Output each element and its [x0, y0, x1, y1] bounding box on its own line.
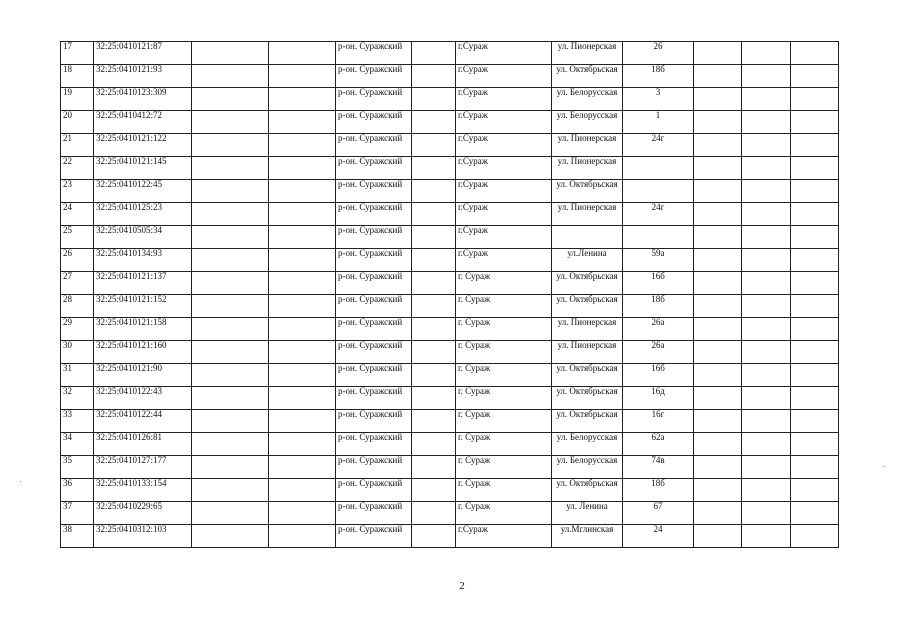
row-number: 38 [61, 525, 94, 548]
house-number-cell [623, 226, 694, 249]
city-cell: г.Сураж [456, 249, 552, 272]
empty-cell [412, 42, 456, 65]
district-cell: р-он. Суражский [336, 387, 412, 410]
cadastral-number: 32:25:0410121:87 [94, 42, 192, 65]
empty-cell [269, 410, 336, 433]
house-number-cell: 24г [623, 203, 694, 226]
empty-cell [694, 387, 742, 410]
row-number: 32 [61, 387, 94, 410]
empty-cell [412, 134, 456, 157]
cadastral-number: 32:25:0410121:158 [94, 318, 192, 341]
empty-cell [269, 502, 336, 525]
empty-cell [742, 226, 791, 249]
street-cell: ул. Пионерская [552, 341, 623, 364]
house-number-cell: 62а [623, 433, 694, 456]
empty-cell [791, 203, 839, 226]
empty-cell [269, 525, 336, 548]
empty-cell [742, 364, 791, 387]
row-number: 20 [61, 111, 94, 134]
house-number-cell: 18б [623, 295, 694, 318]
city-cell: г.Сураж [456, 134, 552, 157]
empty-cell [412, 433, 456, 456]
empty-cell [412, 203, 456, 226]
empty-cell [791, 502, 839, 525]
street-cell: ул. Октябрьская [552, 387, 623, 410]
district-cell: р-он. Суражский [336, 157, 412, 180]
street-cell: ул. Октябрьская [552, 410, 623, 433]
empty-cell [269, 180, 336, 203]
empty-cell [412, 88, 456, 111]
empty-cell [742, 203, 791, 226]
city-cell: г. Сураж [456, 433, 552, 456]
row-number: 29 [61, 318, 94, 341]
district-cell: р-он. Суражский [336, 456, 412, 479]
house-number-cell: 24 [623, 525, 694, 548]
empty-cell [192, 364, 269, 387]
cadastral-number: 32:25:0410133:154 [94, 479, 192, 502]
table-row [61, 157, 839, 180]
street-cell: ул.Ленина [552, 249, 623, 272]
table-row [61, 88, 839, 111]
district-cell: р-он. Суражский [336, 364, 412, 387]
table-row [61, 433, 839, 456]
cadastral-number: 32:25:0410122:45 [94, 180, 192, 203]
street-cell: ул. Белорусская [552, 111, 623, 134]
house-number-cell: 18б [623, 65, 694, 88]
table-row [61, 180, 839, 203]
house-number-cell [623, 180, 694, 203]
cadastral-number: 32:25:0410125:23 [94, 203, 192, 226]
district-cell: р-он. Суражский [336, 410, 412, 433]
empty-cell [192, 88, 269, 111]
empty-cell [694, 65, 742, 88]
street-cell: ул. Белорусская [552, 456, 623, 479]
row-number: 27 [61, 272, 94, 295]
district-cell: р-он. Суражский [336, 203, 412, 226]
table-row [61, 387, 839, 410]
house-number-cell: 18б [623, 479, 694, 502]
table-row [61, 295, 839, 318]
house-number-cell [623, 157, 694, 180]
empty-cell [742, 180, 791, 203]
district-cell: р-он. Суражский [336, 226, 412, 249]
empty-cell [694, 180, 742, 203]
table-row [61, 502, 839, 525]
empty-cell [694, 88, 742, 111]
cadastral-number: 32:25:0410122:44 [94, 410, 192, 433]
empty-cell [694, 318, 742, 341]
empty-cell [694, 502, 742, 525]
cadastral-number: 32:25:0410121:137 [94, 272, 192, 295]
empty-cell [192, 387, 269, 410]
empty-cell [192, 65, 269, 88]
empty-cell [791, 65, 839, 88]
empty-cell [742, 249, 791, 272]
empty-cell [694, 295, 742, 318]
district-cell: р-он. Суражский [336, 525, 412, 548]
empty-cell [791, 88, 839, 111]
district-cell: р-он. Суражский [336, 502, 412, 525]
cadastral-number: 32:25:0410505:34 [94, 226, 192, 249]
city-cell: г.Сураж [456, 180, 552, 203]
empty-cell [694, 456, 742, 479]
city-cell: г.Сураж [456, 203, 552, 226]
row-number: 28 [61, 295, 94, 318]
row-number: 22 [61, 157, 94, 180]
street-cell: ул. Октябрьская [552, 364, 623, 387]
empty-cell [269, 111, 336, 134]
empty-cell [192, 502, 269, 525]
street-cell: ул. Белорусская [552, 433, 623, 456]
empty-cell [412, 364, 456, 387]
empty-cell [742, 295, 791, 318]
cadastral-number: 32:25:0410134:93 [94, 249, 192, 272]
cadastral-number: 32:25:0410121:93 [94, 65, 192, 88]
empty-cell [269, 364, 336, 387]
empty-cell [412, 111, 456, 134]
empty-cell [694, 479, 742, 502]
cadastral-number: 32:25:0410121:152 [94, 295, 192, 318]
empty-cell [694, 525, 742, 548]
city-cell: г.Сураж [456, 65, 552, 88]
district-cell: р-он. Суражский [336, 249, 412, 272]
table-row [61, 525, 839, 548]
street-cell: ул. Белорусская [552, 88, 623, 111]
empty-cell [192, 203, 269, 226]
empty-cell [192, 249, 269, 272]
property-table [60, 41, 839, 548]
empty-cell [694, 364, 742, 387]
city-cell: г.Сураж [456, 42, 552, 65]
empty-cell [742, 88, 791, 111]
row-number: 23 [61, 180, 94, 203]
district-cell: р-он. Суражский [336, 88, 412, 111]
empty-cell [412, 318, 456, 341]
street-cell: ул. Октябрьская [552, 479, 623, 502]
empty-cell [742, 410, 791, 433]
empty-cell [791, 272, 839, 295]
table-row [61, 364, 839, 387]
row-number: 33 [61, 410, 94, 433]
row-number: 31 [61, 364, 94, 387]
empty-cell [269, 203, 336, 226]
empty-cell [192, 295, 269, 318]
empty-cell [742, 341, 791, 364]
cadastral-number: 32:25:0410123:309 [94, 88, 192, 111]
empty-cell [694, 249, 742, 272]
empty-cell [694, 341, 742, 364]
house-number-cell: 74в [623, 456, 694, 479]
cadastral-number: 32:25:0410127:177 [94, 456, 192, 479]
house-number-cell: 26 [623, 42, 694, 65]
empty-cell [269, 272, 336, 295]
row-number: 26 [61, 249, 94, 272]
empty-cell [192, 157, 269, 180]
row-number: 17 [61, 42, 94, 65]
house-number-cell: 26а [623, 318, 694, 341]
street-cell: ул. Пионерская [552, 318, 623, 341]
empty-cell [742, 134, 791, 157]
empty-cell [742, 479, 791, 502]
table-row [61, 42, 839, 65]
empty-cell [269, 65, 336, 88]
empty-cell [791, 42, 839, 65]
street-cell: ул. Октябрьская [552, 272, 623, 295]
city-cell: г.Сураж [456, 111, 552, 134]
empty-cell [791, 111, 839, 134]
empty-cell [742, 433, 791, 456]
empty-cell [269, 456, 336, 479]
empty-cell [412, 525, 456, 548]
row-number: 25 [61, 226, 94, 249]
row-number: 24 [61, 203, 94, 226]
cadastral-number: 32:25:0410122:43 [94, 387, 192, 410]
empty-cell [694, 272, 742, 295]
street-cell: ул. Ленина [552, 502, 623, 525]
empty-cell [269, 341, 336, 364]
empty-cell [694, 226, 742, 249]
page-number: 2 [459, 580, 465, 592]
empty-cell [791, 180, 839, 203]
empty-cell [742, 456, 791, 479]
empty-cell [269, 42, 336, 65]
empty-cell [412, 272, 456, 295]
table-row [61, 249, 839, 272]
row-number: 36 [61, 479, 94, 502]
empty-cell [269, 249, 336, 272]
empty-cell [269, 479, 336, 502]
empty-cell [192, 318, 269, 341]
empty-cell [742, 387, 791, 410]
empty-cell [412, 502, 456, 525]
empty-cell [791, 341, 839, 364]
house-number-cell: 1 [623, 111, 694, 134]
district-cell: р-он. Суражский [336, 318, 412, 341]
empty-cell [694, 433, 742, 456]
district-cell: р-он. Суражский [336, 272, 412, 295]
row-number: 19 [61, 88, 94, 111]
empty-cell [269, 318, 336, 341]
empty-cell [412, 249, 456, 272]
city-cell: г. Сураж [456, 387, 552, 410]
empty-cell [791, 479, 839, 502]
district-cell: р-он. Суражский [336, 295, 412, 318]
district-cell: р-он. Суражский [336, 111, 412, 134]
house-number-cell: 16д [623, 387, 694, 410]
row-number: 37 [61, 502, 94, 525]
table-row [61, 272, 839, 295]
house-number-cell: 3 [623, 88, 694, 111]
empty-cell [412, 226, 456, 249]
cadastral-number: 32:25:0410121:145 [94, 157, 192, 180]
city-cell: г. Сураж [456, 456, 552, 479]
empty-cell [412, 456, 456, 479]
city-cell: г. Сураж [456, 295, 552, 318]
empty-cell [694, 111, 742, 134]
empty-cell [192, 456, 269, 479]
empty-cell [791, 134, 839, 157]
empty-cell [192, 341, 269, 364]
table-row [61, 341, 839, 364]
empty-cell [742, 272, 791, 295]
empty-cell [791, 364, 839, 387]
house-number-cell: 59а [623, 249, 694, 272]
empty-cell [694, 134, 742, 157]
empty-cell [192, 525, 269, 548]
empty-cell [791, 318, 839, 341]
empty-cell [742, 111, 791, 134]
empty-cell [269, 295, 336, 318]
empty-cell [791, 456, 839, 479]
district-cell: р-он. Суражский [336, 433, 412, 456]
empty-cell [192, 111, 269, 134]
empty-cell [412, 387, 456, 410]
street-cell: ул. Пионерская [552, 203, 623, 226]
empty-cell [192, 410, 269, 433]
empty-cell [742, 525, 791, 548]
empty-cell [791, 157, 839, 180]
cadastral-number: 32:25:0410121:160 [94, 341, 192, 364]
empty-cell [269, 433, 336, 456]
cadastral-number: 32:25:0410121:90 [94, 364, 192, 387]
city-cell: г. Сураж [456, 502, 552, 525]
empty-cell [192, 272, 269, 295]
district-cell: р-он. Суражский [336, 42, 412, 65]
street-cell: ул. Пионерская [552, 157, 623, 180]
empty-cell [412, 65, 456, 88]
street-cell: ул.Мглинская [552, 525, 623, 548]
house-number-cell: 26а [623, 341, 694, 364]
empty-cell [269, 157, 336, 180]
empty-cell [269, 88, 336, 111]
empty-cell [742, 65, 791, 88]
empty-cell [791, 525, 839, 548]
scan-speck [20, 481, 21, 482]
empty-cell [791, 410, 839, 433]
table-row [61, 134, 839, 157]
cadastral-number: 32:25:0410312:103 [94, 525, 192, 548]
city-cell: г. Сураж [456, 272, 552, 295]
city-cell: г.Сураж [456, 226, 552, 249]
empty-cell [412, 180, 456, 203]
cadastral-number: 32:25:0410229:65 [94, 502, 192, 525]
empty-cell [412, 479, 456, 502]
empty-cell [742, 318, 791, 341]
row-number: 35 [61, 456, 94, 479]
empty-cell [192, 433, 269, 456]
empty-cell [269, 226, 336, 249]
city-cell: г.Сураж [456, 157, 552, 180]
city-cell: г. Сураж [456, 364, 552, 387]
table-row [61, 456, 839, 479]
row-number: 21 [61, 134, 94, 157]
empty-cell [791, 295, 839, 318]
empty-cell [791, 387, 839, 410]
house-number-cell: 16б [623, 364, 694, 387]
empty-cell [694, 157, 742, 180]
empty-cell [192, 226, 269, 249]
table-row [61, 318, 839, 341]
cadastral-number: 32:25:0410121:122 [94, 134, 192, 157]
empty-cell [742, 502, 791, 525]
street-cell: ул. Пионерская [552, 42, 623, 65]
empty-cell [412, 295, 456, 318]
scan-speck [884, 466, 885, 467]
empty-cell [742, 157, 791, 180]
table-row [61, 111, 839, 134]
street-cell: ул. Октябрьская [552, 180, 623, 203]
table-row [61, 226, 839, 249]
empty-cell [791, 433, 839, 456]
house-number-cell: 24г [623, 134, 694, 157]
row-number: 34 [61, 433, 94, 456]
district-cell: р-он. Суражский [336, 180, 412, 203]
cadastral-number: 32:25:0410412:72 [94, 111, 192, 134]
city-cell: г. Сураж [456, 479, 552, 502]
empty-cell [694, 203, 742, 226]
empty-cell [412, 157, 456, 180]
empty-cell [694, 410, 742, 433]
empty-cell [742, 42, 791, 65]
street-cell: ул. Октябрьская [552, 295, 623, 318]
street-cell [552, 226, 623, 249]
city-cell: г.Сураж [456, 525, 552, 548]
empty-cell [192, 479, 269, 502]
empty-cell [269, 387, 336, 410]
empty-cell [412, 410, 456, 433]
house-number-cell: 67 [623, 502, 694, 525]
empty-cell [694, 42, 742, 65]
table-row [61, 203, 839, 226]
empty-cell [192, 42, 269, 65]
street-cell: ул. Пионерская [552, 134, 623, 157]
empty-cell [192, 180, 269, 203]
row-number: 30 [61, 341, 94, 364]
empty-cell [269, 134, 336, 157]
table-row [61, 65, 839, 88]
house-number-cell: 16г [623, 410, 694, 433]
empty-cell [791, 249, 839, 272]
cadastral-number: 32:25:0410126:81 [94, 433, 192, 456]
empty-cell [412, 341, 456, 364]
city-cell: г. Сураж [456, 410, 552, 433]
district-cell: р-он. Суражский [336, 341, 412, 364]
table-row [61, 479, 839, 502]
district-cell: р-он. Суражский [336, 134, 412, 157]
empty-cell [791, 226, 839, 249]
row-number: 18 [61, 65, 94, 88]
house-number-cell: 16б [623, 272, 694, 295]
city-cell: г. Сураж [456, 318, 552, 341]
district-cell: р-он. Суражский [336, 479, 412, 502]
street-cell: ул. Октябрьская [552, 65, 623, 88]
empty-cell [192, 134, 269, 157]
city-cell: г. Сураж [456, 341, 552, 364]
city-cell: г.Сураж [456, 88, 552, 111]
district-cell: р-он. Суражский [336, 65, 412, 88]
table-row [61, 410, 839, 433]
table-body [61, 42, 839, 548]
